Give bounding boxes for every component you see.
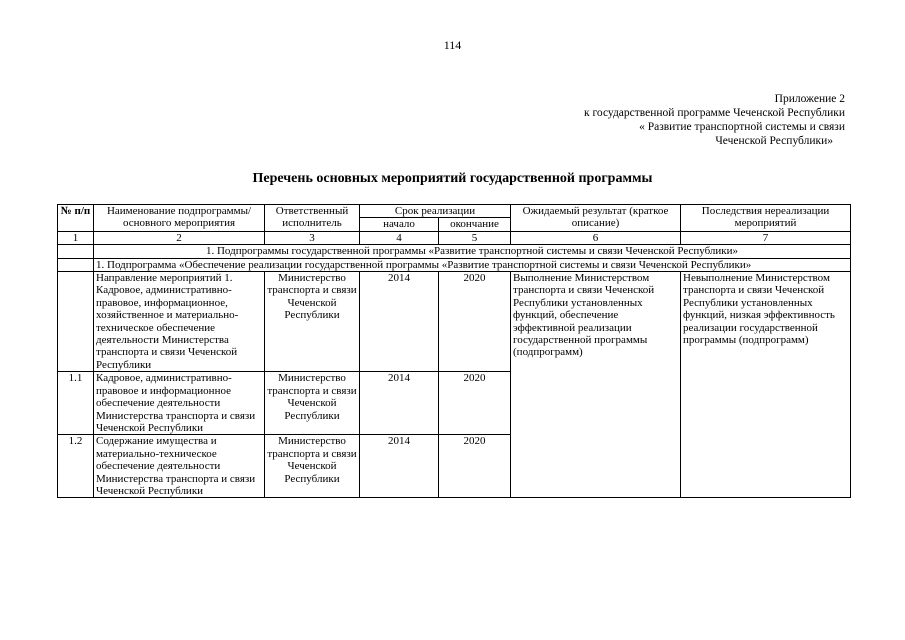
row-executor: Министерство транспорта и связи Чеченской Республики xyxy=(265,435,360,498)
row-num: 1.1 xyxy=(58,372,94,435)
subprogram-section-title: 1. Подпрограмма «Обеспечение реализации государственной программы «Развитие транспортной системы и связи Чеченской Республики» xyxy=(94,258,851,271)
row-name: Кадровое, административно-правовое и информационное обеспечение деятельности Министерства транспорта и связи Чеченской Республики xyxy=(94,372,265,435)
appendix-line-4: Чеченской Республики» xyxy=(715,135,833,147)
col-number: 3 xyxy=(265,231,360,244)
appendix-line-2: к государственной программе Чеченской Республики xyxy=(584,107,845,119)
header-name: Наименование подпрограммы/основного мероприятия xyxy=(94,205,265,232)
header-num: № п/п xyxy=(58,205,94,232)
col-number: 7 xyxy=(681,231,851,244)
expected-result: Выполнение Министерством транспорта и связи Чеченской Республики установленных функций, обеспечение эффективной реализации государственной программы (подпрограмм) xyxy=(511,272,681,498)
appendix-line-3: « Развитие транспортной системы и связи xyxy=(639,121,845,133)
column-numbers-row xyxy=(58,231,851,244)
header-result: Ожидаемый результат (краткое описание) xyxy=(511,205,681,232)
header-period: Срок реализации xyxy=(360,205,511,218)
row-start: 2014 xyxy=(360,372,439,435)
row-num xyxy=(58,272,94,372)
header-executor: Ответственный исполнитель xyxy=(265,205,360,232)
col-number: 6 xyxy=(511,231,681,244)
header-consequences: Последствия нереализации мероприятий xyxy=(681,205,851,232)
non-implementation-consequences: Невыполнение Министерством транспорта и связи Чеченской Республики установленных функций, низкая эффективность реализации государственной программы (подпрограмм) xyxy=(681,272,851,498)
row-end: 2020 xyxy=(439,435,511,498)
program-section-title: 1. Подпрограммы государственной программы «Развитие транспортной системы и связи Чеченской Республики» xyxy=(94,245,851,258)
subprogram-num-cell xyxy=(58,258,94,271)
appendix-block xyxy=(584,92,845,148)
appendix-line-1: Приложение 2 xyxy=(774,93,845,105)
document-title: Перечень основных мероприятий государственной программы xyxy=(252,171,653,186)
row-start: 2014 xyxy=(360,435,439,498)
header-start: начало xyxy=(360,218,439,231)
measures-table xyxy=(57,204,851,498)
row-executor: Министерство транспорта и связи Чеченской Республики xyxy=(265,272,360,372)
row-start: 2014 xyxy=(360,272,439,372)
header-row-1 xyxy=(58,205,851,218)
subprogram-section-row xyxy=(58,258,851,271)
header-end: окончание xyxy=(439,218,511,231)
row-name: Содержание имущества и материально-техническое обеспечение деятельности Министерства транспорта и связи Чеченской Республики xyxy=(94,435,265,498)
page-number: 114 xyxy=(443,38,462,52)
program-num-cell xyxy=(58,245,94,258)
table-row xyxy=(58,272,851,372)
row-executor: Министерство транспорта и связи Чеченской Республики xyxy=(265,372,360,435)
row-end: 2020 xyxy=(439,372,511,435)
col-number: 4 xyxy=(360,231,439,244)
col-number: 2 xyxy=(94,231,265,244)
col-number: 1 xyxy=(58,231,94,244)
program-section-row xyxy=(58,245,851,258)
row-num: 1.2 xyxy=(58,435,94,498)
row-end: 2020 xyxy=(439,272,511,372)
col-number: 5 xyxy=(439,231,511,244)
row-name: Направление мероприятий 1. Кадровое, административно-правовое, информационное, хозяйственное и материально-техническое обеспечение деятельности Министерства транспорта и связи Чеченской Республики xyxy=(94,272,265,372)
